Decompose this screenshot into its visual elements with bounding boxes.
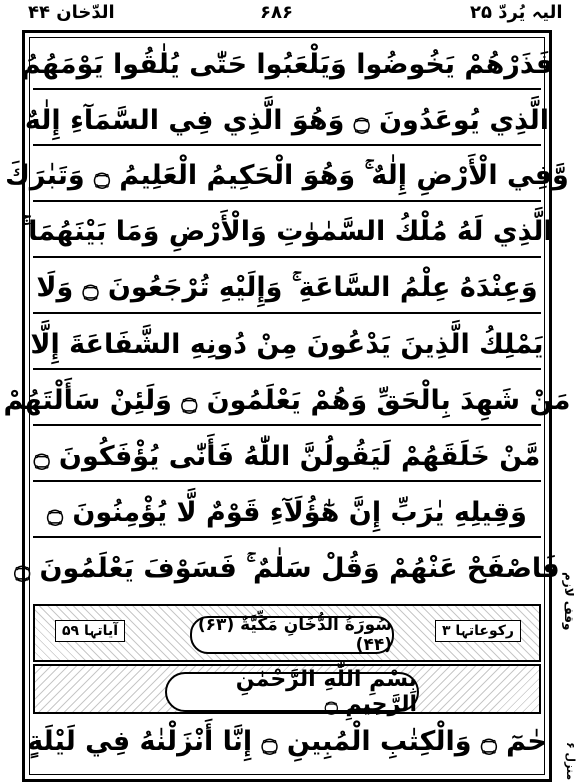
- verse-line-10: فَاصْفَحْ عَنْهُمْ وَقُلْ سَلٰمٌ ۚ فَسَوْفَ يَعْلَمُونَ ۝: [14, 553, 560, 584]
- surah-header-band: [33, 604, 541, 662]
- page-header: [0, 0, 579, 28]
- verse-line-4: الَّذِي لَهُ مُلْكُ السَّمٰوٰتِ وَالْأَرْضِ وَمَا بَيْنَهُمَا ۚ: [33, 208, 541, 258]
- verse-line-3: وَّفِي الْأَرْضِ إِلٰهٌ ۚ وَهُوَ الْحَكِيمُ الْعَلِيمُ ۝ وَتَبٰرَكَ: [33, 152, 541, 202]
- verse-line-last: حٰمٓ ۝ وَالْكِتٰبِ الْمُبِينِ ۝ إِنَّا أَنْزَلْنٰهُ فِي لَيْلَةٍ: [27, 725, 547, 757]
- verse-line-6: يَمْلِكُ الَّذِينَ يَدْعُونَ مِنْ دُونِهِ الشَّفَاعَةَ إِلَّا: [33, 320, 541, 370]
- verse-line-7: مَنْ شَهِدَ بِالْحَقِّ وَهُمْ يَعْلَمُونَ ۝ وَلَئِنْ سَأَلْتَهُمْ: [33, 376, 541, 426]
- bismillah-band: [33, 664, 541, 717]
- bismillah-text: بِسْمِ اللّٰهِ الرَّحْمٰنِ الرَّحِيمِ ۝: [165, 672, 419, 712]
- verse-line-5: وَعِنْدَهُ عِلْمُ السَّاعَةِ ۚ وَإِلَيْهِ تُرْجَعُونَ ۝ وَلَا: [33, 264, 541, 314]
- verse-line-1: فَذَرْهُمْ يَخُوضُوا وَيَلْعَبُوا حَتّٰى يُلٰقُوا يَوْمَهُمُ: [33, 40, 541, 90]
- verse-line-2: الَّذِي يُوعَدُونَ ۝ وَهُوَ الَّذِي فِي السَّمَآءِ إِلٰهٌ: [33, 96, 541, 146]
- surah-ruku-count: رکوعاتہا ۳: [435, 620, 521, 642]
- surah-name-header: الدّخان ۴۴: [28, 2, 115, 23]
- page-number: ۶۸۶: [260, 2, 293, 23]
- margin-note: وقف لازم: [562, 571, 576, 630]
- verse-line-9: وَقِيلِهِ يٰرَبِّ إِنَّ هٰٓؤُلَآءِ قَوْمٌ لَّا يُؤْمِنُونَ ۝: [33, 488, 541, 538]
- surah-title: سُورَةُ الدُّخَانِ مَكِّيَّةٌ (۶۳) (۴۴): [190, 616, 394, 654]
- verse-line-8: مَّنْ خَلَقَهُمْ لَيَقُولُنَّ اللّٰهُ فَأَنّٰى يُؤْفَكُونَ ۝: [33, 432, 541, 482]
- surah-ayat-count: آیاتہا ۵۹: [55, 620, 125, 642]
- manzil-note: منزل ۶: [564, 741, 577, 780]
- juz-name-header: الیہ یُردّ ۲۵: [470, 2, 563, 23]
